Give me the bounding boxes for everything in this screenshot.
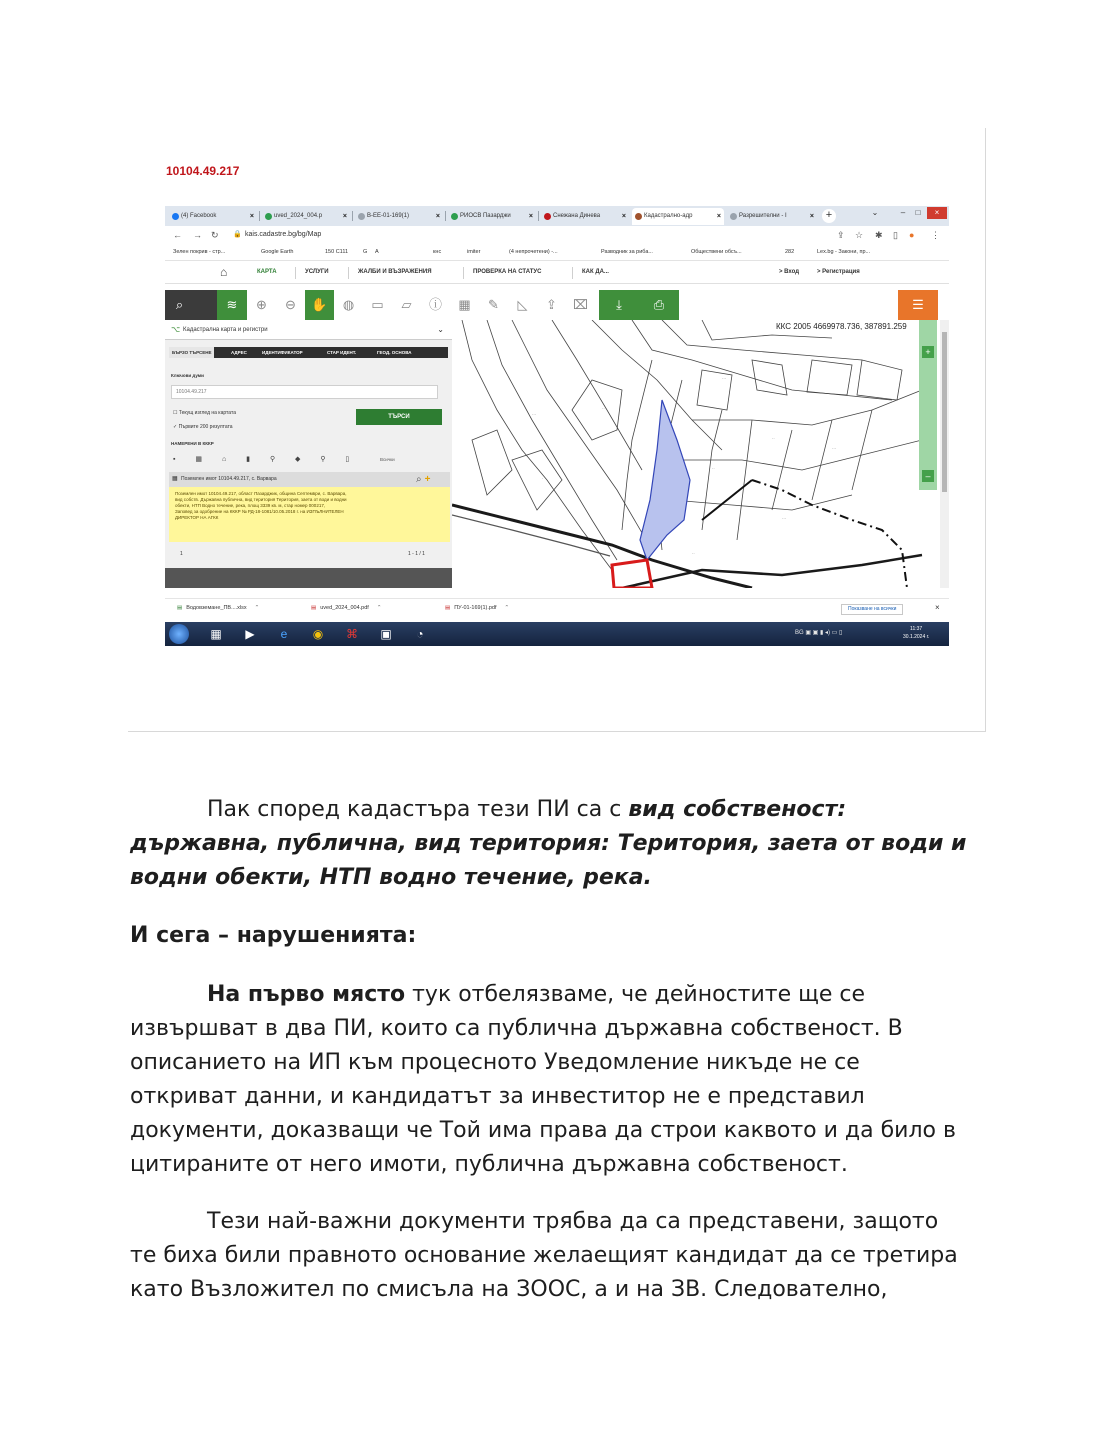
pdf-file-icon: ▤ <box>445 605 451 611</box>
svg-text:···: ··· <box>722 376 726 381</box>
download-item[interactable]: ▤ ПУ-01-169(1).pdf ⌃ <box>445 605 510 611</box>
panel-header[interactable]: ⌥ Кадастрална карта и регистри ⌄ <box>165 320 452 340</box>
section-heading: И сега – нарушенията: <box>130 923 417 948</box>
result-details: Поземлен имот 10104.49.217, област Пазарджик, община Септември, с. Варвара, вид собств. Държавна публична, вид територия Територия, заета от води и водни обекти, НТП Водно течение, река, площ 3339 кв. м, стар номер 000217, Заповед за одобрение на КККР № РД-18-1081/10.05.2018 г. на ИЗПЪЛНИТЕЛЕН ДИРЕКТОР НА АГКК <box>169 487 450 542</box>
map-toolbar <box>165 290 949 320</box>
download-item[interactable]: ▤ Водовземане_ПВ....xlsx ⌃ <box>177 605 260 611</box>
tab-address[interactable]: АДРЕС <box>231 350 247 355</box>
clear-icon[interactable]: ⌧ <box>573 297 588 312</box>
bookmark[interactable]: Обществени обсъ... <box>691 249 742 255</box>
show-all-downloads-button[interactable]: Показване на всички <box>841 604 903 615</box>
bookmark[interactable]: Разводник за риба... <box>601 249 653 255</box>
tab-identifier[interactable]: ИДЕНТИФИКАТОР <box>262 350 303 355</box>
svg-text:···: ··· <box>532 412 536 417</box>
facebook-icon <box>172 213 179 220</box>
browser-menu-icon[interactable]: ⋮ <box>931 230 940 240</box>
excel-file-icon: ▤ <box>177 605 183 611</box>
legend-icon[interactable]: ☰ <box>898 290 938 320</box>
bookmark[interactable]: A <box>375 249 379 255</box>
nav-complaints[interactable]: ЖАЛБИ И ВЪЗРАЖЕНИЯ <box>358 269 432 275</box>
pan-hand-icon[interactable]: ✋ <box>305 290 334 320</box>
bookmark[interactable]: (4 непрочетени) -... <box>509 249 558 255</box>
cadastre-favicon-icon <box>635 213 642 220</box>
lock-icon: 🔒 <box>233 231 242 238</box>
chrome-icon[interactable]: ◉ <box>312 627 324 641</box>
bookmark[interactable]: Зелен покрив - стр... <box>173 249 226 255</box>
svg-text:···: ··· <box>782 516 786 521</box>
parcel-map-drawing <box>452 320 949 588</box>
bookmark-star-icon[interactable]: ☆ <box>855 230 864 240</box>
new-tab-button[interactable]: + <box>822 209 836 223</box>
paragraph-first-violation: На първо място тук отбелязваме, че дейностите ще се извършват в два ПИ, които са публична държавна собственост. В описанието на ИП към процесното Уведомление никъде не се откриват данни, и кандидатът за инвеститор не е представил документи, доказващи че Той има права да строи каквото и да било в цитираните от него имоти, публична държавна собственост. <box>130 982 956 1177</box>
cadastre-map-icon: ⌥ <box>171 325 181 334</box>
browser-tab[interactable]: B-EE-01-169(1) × <box>355 208 443 225</box>
tab-favicon-icon <box>265 213 272 220</box>
address-bar <box>165 226 949 246</box>
bookmark[interactable]: 282 <box>785 249 795 255</box>
media-player-icon[interactable]: ▶ <box>245 627 255 641</box>
gmail-icon <box>544 213 551 220</box>
print-icon[interactable]: ⎙ <box>639 290 679 320</box>
info-icon[interactable]: ⓘ <box>428 297 442 312</box>
nav-services[interactable]: УСЛУГИ <box>305 269 329 275</box>
tab-quick-search[interactable]: БЪРЗО ТЪРСЕНЕ <box>169 347 214 358</box>
forward-icon[interactable]: → <box>193 230 202 240</box>
filter-all-label[interactable]: Всички <box>380 457 395 462</box>
close-tab-icon[interactable]: × <box>435 213 440 220</box>
map-zoom-in-button[interactable]: + <box>922 346 934 358</box>
word-icon[interactable]: ▣ <box>380 627 392 641</box>
found-label: НАМЕРЕНИ В КККР <box>171 441 214 446</box>
zoom-to-icon[interactable]: ⌕ <box>416 474 422 485</box>
close-tab-icon[interactable]: × <box>342 213 347 220</box>
grid-icon: ▦ <box>172 476 178 482</box>
search-panel <box>165 320 452 588</box>
parcel-id-caption: 10104.49.217 <box>166 164 240 178</box>
browser-tab[interactable]: Разрешителни - I × <box>727 208 817 225</box>
nav-status-check[interactable]: ПРОВЕРКА НА СТАТУС <box>473 269 542 275</box>
close-tab-icon[interactable]: × <box>716 213 721 220</box>
bookmark[interactable]: Lex.bg - Закони, пр... <box>817 249 871 255</box>
table-icon[interactable]: ▦ <box>458 297 471 312</box>
current-view-checkbox[interactable]: ☐ Текущ изглед на картата <box>173 410 236 416</box>
network-app-icon[interactable]: ◔ <box>416 627 424 641</box>
chevron-down-icon[interactable]: ⌄ <box>437 325 444 334</box>
download-item[interactable]: ▤ uved_2024_004.pdf ⌃ <box>311 605 382 611</box>
tab-old-ident[interactable]: СТАР ИДЕНТ. <box>327 350 357 355</box>
map-zoom-out-button[interactable]: – <box>922 470 934 482</box>
sidepanel-icon[interactable]: ▯ <box>893 230 898 240</box>
measure-icon[interactable]: ✎ <box>488 297 499 312</box>
cadastre-screenshot <box>165 206 949 646</box>
browser-tab[interactable]: (4) Facebook × <box>169 208 257 225</box>
browser-tab-bar <box>165 206 949 226</box>
share-icon[interactable]: ⇪ <box>837 230 845 240</box>
bookmarks-bar <box>165 246 949 261</box>
tab-search-icon[interactable]: ⌄ <box>871 208 879 217</box>
browser-tab-active[interactable]: Кадастрално-адр × <box>632 208 724 225</box>
site-nav <box>165 262 949 284</box>
svg-text:··: ·· <box>712 466 715 471</box>
close-tab-icon[interactable]: × <box>249 213 254 220</box>
map-coordinates: ККС 2005 4669978.736, 387891.259 <box>776 322 907 331</box>
select-rect-icon[interactable]: ▭ <box>371 297 384 312</box>
close-window-icon[interactable]: × <box>927 207 947 219</box>
downloads-bar <box>165 598 949 618</box>
reload-icon[interactable]: ↻ <box>211 230 219 240</box>
zoom-out-icon[interactable]: ⊖ <box>285 297 296 312</box>
keywords-label: Ключови думи <box>171 373 204 378</box>
nav-how-to[interactable]: КАК ДА... <box>582 269 609 275</box>
close-tab-icon[interactable]: × <box>621 213 626 220</box>
svg-text:··: ·· <box>602 406 605 411</box>
browser-tab[interactable]: Снежана Динева × <box>541 208 629 225</box>
pager-page: 1 <box>180 551 183 557</box>
search-button[interactable]: ТЪРСИ <box>356 409 442 425</box>
bookmark[interactable]: G <box>363 249 368 255</box>
first-200-checkbox[interactable]: ✓ Първите 200 резултата <box>173 424 233 430</box>
system-tray[interactable]: BG ▣ ▣ ▮ ◂) ▭ ▯ <box>795 630 843 636</box>
close-downloads-icon[interactable]: × <box>935 603 940 612</box>
cadastral-map[interactable] <box>452 320 949 588</box>
area-measure-icon[interactable]: ◺ <box>517 297 528 312</box>
bookmark[interactable]: imiter <box>467 249 481 255</box>
pdf-file-icon: ▤ <box>311 605 317 611</box>
url-field[interactable]: kais.cadastre.bg/bg/Map <box>245 231 322 238</box>
tab-favicon-icon <box>730 213 737 220</box>
bookmark[interactable]: Google Earth <box>261 249 294 255</box>
result-header[interactable]: ▦ Поземлен имот 10104.49.217, с. Варвара <box>169 472 450 487</box>
paragraph-ownership: Пак според кадастъра тези ПИ са с вид собственост: държавна, публична, вид територия: Територия, заета от води и водни обекти, НТП водно течение, река. <box>130 797 967 890</box>
close-tab-icon[interactable]: × <box>809 213 814 220</box>
svg-text:·: · <box>542 476 544 481</box>
keywords-input[interactable]: 10104.49.217 <box>171 385 438 399</box>
close-tab-icon[interactable]: × <box>528 213 533 220</box>
back-icon[interactable]: ← <box>173 230 182 240</box>
result-actions[interactable] <box>416 472 430 487</box>
globe-icon[interactable]: ◍ <box>342 297 355 312</box>
paragraph-documents: Тези най-важни документи трябва да са представени, защото те биха били правното основание желаещият кандидат да се третира като Възложител по смисъла на ЗООС, а и на ЗВ. Следователно, <box>130 1209 958 1302</box>
panel-tabs <box>169 347 448 358</box>
profile-avatar-icon[interactable]: ● <box>909 230 915 240</box>
nav-map[interactable]: КАРТА <box>257 269 277 275</box>
bookmark[interactable]: 150 C111 <box>325 249 349 255</box>
register-link[interactable]: > Регистрация <box>817 269 860 275</box>
zoom-in-icon[interactable]: ⊕ <box>256 297 267 312</box>
minimize-icon[interactable]: – <box>900 208 906 217</box>
select-area-icon[interactable]: ▱ <box>401 297 412 312</box>
start-button-icon[interactable] <box>169 624 189 644</box>
panel-footer <box>165 568 452 588</box>
tab-favicon-icon <box>451 213 458 220</box>
home-icon[interactable]: ⌂ <box>220 265 228 279</box>
pager-range: 1 - 1 / 1 <box>408 551 425 557</box>
maximize-icon[interactable]: □ <box>915 208 921 217</box>
search-icon[interactable]: ⌕ <box>175 297 184 312</box>
svg-text:··: ·· <box>692 551 695 556</box>
browser-tab[interactable]: uved_2024_004.p × <box>262 208 350 225</box>
layers-icon[interactable]: ≋ <box>217 290 247 320</box>
browser-tab[interactable]: РИОСВ Пазарджи × <box>448 208 536 225</box>
upload-icon[interactable]: ⇪ <box>546 297 557 312</box>
add-icon[interactable]: + <box>424 474 431 485</box>
result-filter-icons[interactable]: ▪ ▦ ⌂ ▮ ⚲ ◆ ⚲ ▯ <box>173 456 359 463</box>
zoom-slider[interactable] <box>919 320 937 490</box>
windows-taskbar <box>165 622 949 646</box>
taskbar-clock[interactable]: 11:37 30.1.2024 г. <box>903 626 930 640</box>
svg-text:··: ·· <box>772 436 775 441</box>
svg-text:···: ··· <box>832 446 836 451</box>
download-icon[interactable]: ⤓ <box>599 290 639 320</box>
extensions-icon[interactable]: ✱ <box>875 230 883 240</box>
explorer-icon[interactable]: ▦ <box>210 627 222 641</box>
internet-explorer-icon[interactable]: e <box>280 627 288 641</box>
tab-geodetic[interactable]: ГЕОД. ОСНОВА <box>377 350 412 355</box>
map-scrollbar[interactable] <box>940 320 949 588</box>
login-link[interactable]: > Вход <box>779 269 800 275</box>
acrobat-icon[interactable]: ⌘ <box>346 627 358 641</box>
bookmark[interactable]: кнс <box>433 249 442 255</box>
tab-favicon-icon <box>358 213 365 220</box>
